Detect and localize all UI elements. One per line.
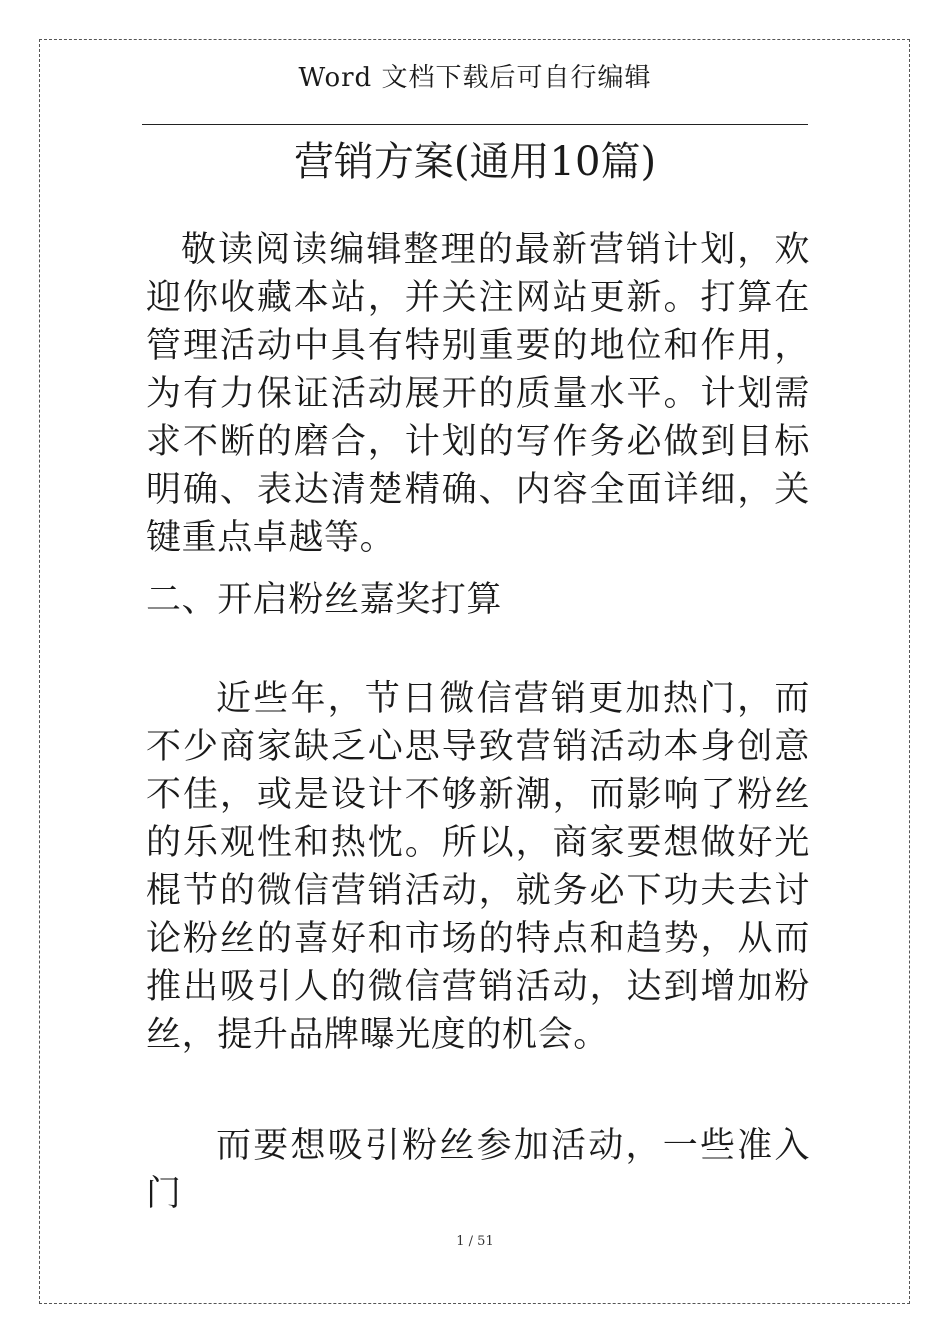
intro-paragraph: 敬读阅读编辑整理的最新营销计划，欢迎你收藏本站，并关注网站更新。打算在管理活动中具有特别重要的地位和作用，为有力保证活动展开的质量水平。计划需求不断的磨合，计划的写作务必做到目标明确、表达清楚精确、内容全面详细，关键重点卓越等。 (146, 230, 810, 558)
body-paragraph: 而要想吸引粉丝参加活动，一些准入门 (146, 1126, 810, 1214)
header-divider (142, 124, 808, 125)
document-title: 营销方案(通用10篇) (293, 139, 657, 185)
page-number: 1 / 51 (456, 1234, 494, 1249)
body-paragraph: 近些年，节日微信营销更加热门，而不少商家缺乏心思导致营销活动本身创意不佳，或是设计不够新潮，而影响了粉丝的乐观性和热忱。所以，商家要想做好光棍节的微信营销活动，就务必下功夫去讨论粉丝的喜好和市场的特点和趋势，从而推出吸引人的微信营销活动，达到增加粉丝，提升品牌曝光度的机会。 (146, 679, 810, 1055)
section-heading: 二、开启粉丝嘉奖打算 (146, 580, 503, 620)
page-header: Word 文档下载后可自行编辑 (298, 63, 652, 93)
